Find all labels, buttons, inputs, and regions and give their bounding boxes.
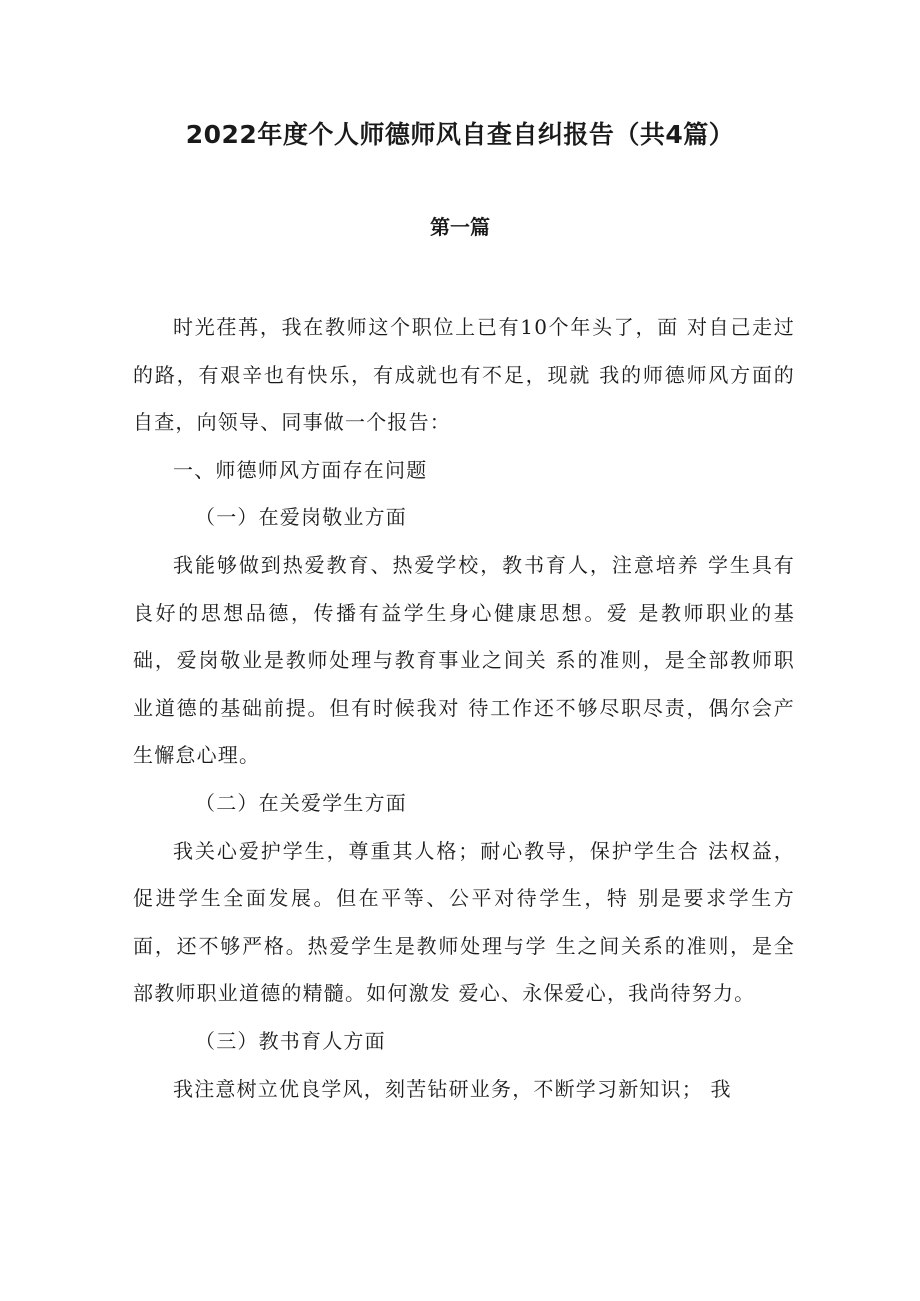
document-body — [133, 304, 795, 1113]
heading-problems: 一、师德师风方面存在问题 — [173, 457, 428, 482]
paragraph-dedication: 我能够做到热爱教育、热爱学校，教书育人，注意培养 学生具有良好的思想品德，传播有益学生身心健康思想。爱 是教师职业的基础，爱岗敬业是教师处理与教育事业之间关 系的准则，是全部教师职业道德的基础前提。但有时候我对 待工作还不够尽职尽责，偶尔会产生懈怠心理。 — [133, 552, 795, 768]
paragraph-caring-students: 我关心爱护学生，尊重其人格；耐心教导，保护学生合 法权益，促进学生全面发展。但在平等、公平对待学生，特 别是要求学生方面，还不够严格。热爱学生是教师处理与学 生之间关系的准则，是全部教师职业道德的精髓。如何激发 爱心、永保爱心，我尚待努力。 — [133, 838, 795, 1006]
subheading-teaching: （三）教书育人方面 — [195, 1028, 386, 1053]
section-title: 第一篇 — [430, 215, 490, 239]
intro-paragraph: 时光荏苒，我在教师这个职位上已有10个年头了，面 对自己走过的路，有艰辛也有快乐，有成就也有不足，现就 我的师德师风方面的自查，向领导、同事做一个报告： — [133, 315, 795, 435]
subheading-caring-students: （二）在关爱学生方面 — [195, 790, 407, 815]
subheading-dedication: （一）在爱岗敬业方面 — [195, 505, 407, 530]
document-title: 2022年度个人师德师风自查自纠报告（共4篇） — [185, 120, 735, 149]
paragraph-teaching: 我注意树立优良学风，刻苦钻研业务，不断学习新知识； 我 — [173, 1076, 732, 1101]
